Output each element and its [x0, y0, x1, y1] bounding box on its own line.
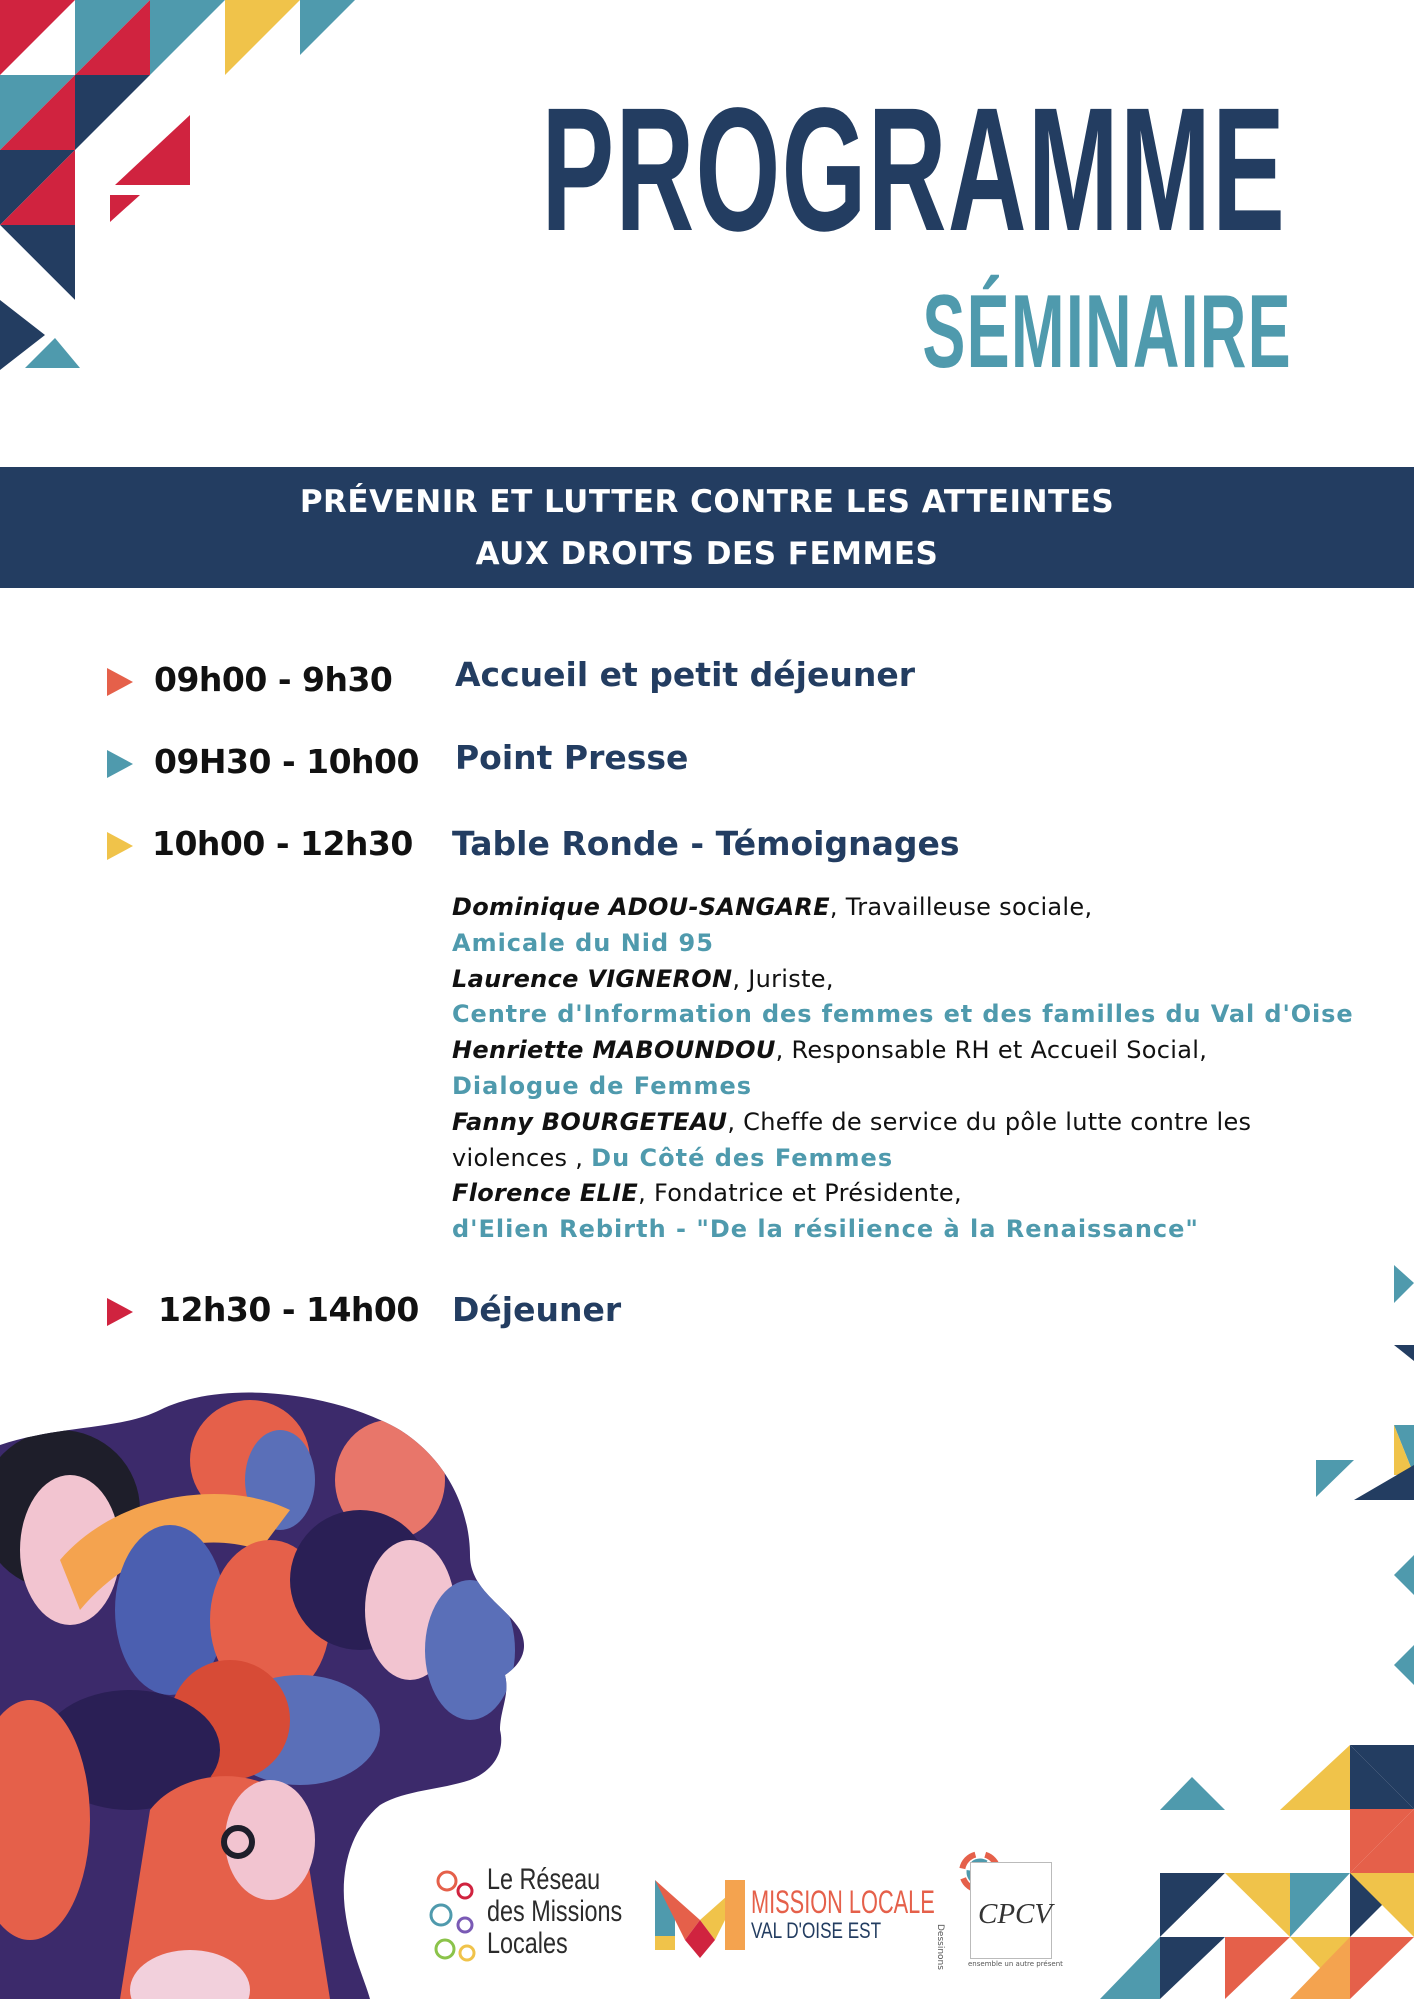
- speaker-name: Laurence VIGNERON: [452, 964, 733, 993]
- reseau-logo-icon: [425, 1867, 491, 1963]
- logo-reseau-missions-locales: [425, 1865, 645, 1965]
- banner-line-1: PRÉVENIR ET LUTTER CONTRE LES ATTEINTES: [299, 483, 1115, 520]
- schedule-time: 10h00 - 12h30: [152, 824, 413, 863]
- schedule-time: 09h00 - 9h30: [154, 660, 393, 699]
- reseau-line-3: Locales: [487, 1927, 568, 1960]
- speaker-role: , Fondatrice et Présidente,: [638, 1179, 962, 1208]
- cpcv-name: CPCV: [978, 1898, 1053, 1930]
- reseau-line-1: Le Réseau: [487, 1863, 601, 1896]
- schedule-label: Déjeuner: [452, 1290, 622, 1329]
- schedule-label: Point Presse: [455, 738, 689, 777]
- schedule-time: 09H30 - 10h00: [154, 742, 419, 781]
- speaker-org: Dialogue de Femmes: [452, 1071, 753, 1100]
- play-arrow-icon: [107, 832, 133, 860]
- speaker-line: [452, 962, 1372, 998]
- speaker-line: [452, 1105, 1372, 1141]
- banner-line-2: AUX DROITS DES FEMMES: [475, 535, 939, 572]
- decor-triangles-right: [1310, 1265, 1414, 1745]
- play-arrow-icon: [107, 1298, 133, 1326]
- speaker-line: [452, 1033, 1372, 1069]
- speaker-role: , Responsable RH et Accueil Social,: [775, 1036, 1208, 1065]
- speaker-org: Amicale du Nid 95: [452, 928, 714, 957]
- schedule-label: Table Ronde - Témoignages: [452, 824, 960, 863]
- speaker-role: , Juriste,: [732, 964, 834, 993]
- theme-banner: [0, 467, 1414, 588]
- speaker-org: Du Côté des Femmes: [591, 1143, 894, 1172]
- mission-locale-line-2: VAL D'OISE EST: [751, 1918, 882, 1943]
- decor-triangles-bottom-right: [1100, 1745, 1414, 1999]
- speaker-line: [452, 890, 1372, 926]
- play-arrow-icon: [107, 668, 133, 696]
- speaker-role: , Travailleuse sociale,: [829, 893, 1093, 921]
- speaker-role-continued: violences ,: [452, 1143, 592, 1172]
- mission-locale-m-icon: [655, 1880, 745, 1960]
- logo-cpcv: [935, 1850, 1075, 1970]
- decor-triangles-top-left: [0, 0, 370, 380]
- speaker-name: Fanny BOURGETEAU: [452, 1107, 728, 1136]
- speaker-name: Dominique ADOU-SANGARE: [452, 893, 830, 921]
- cpcv-tagline: ensemble un autre présent: [968, 1960, 1063, 1968]
- mission-locale-line-1: MISSION LOCALE: [751, 1884, 935, 1920]
- speaker-list: [452, 890, 1372, 1248]
- reseau-line-2: des Missions: [487, 1895, 623, 1928]
- speaker-org: Centre d'Information des femmes et des familles du Val d'Oise: [452, 1000, 1354, 1029]
- page-title: PROGRAMME: [541, 72, 1286, 268]
- speaker-name: Henriette MABOUNDOU: [452, 1036, 776, 1065]
- schedule-label: Accueil et petit déjeuner: [455, 655, 915, 694]
- play-arrow-icon: [107, 750, 133, 778]
- speaker-line: [452, 1176, 1372, 1212]
- cpcv-side-text: Dessinons: [935, 1924, 945, 1970]
- speaker-org: d'Elien Rebirth - "De la résilience à la Renaissance": [452, 1215, 1199, 1244]
- speaker-name: Florence ELIE: [452, 1179, 639, 1208]
- speaker-line: [452, 1141, 1372, 1177]
- speaker-role: , Cheffe de service du pôle lutte contre les: [727, 1107, 1252, 1136]
- schedule-time: 12h30 - 14h00: [158, 1290, 419, 1329]
- page-subtitle: SÉMINAIRE: [922, 274, 1292, 390]
- logo-mission-locale: [655, 1880, 935, 1960]
